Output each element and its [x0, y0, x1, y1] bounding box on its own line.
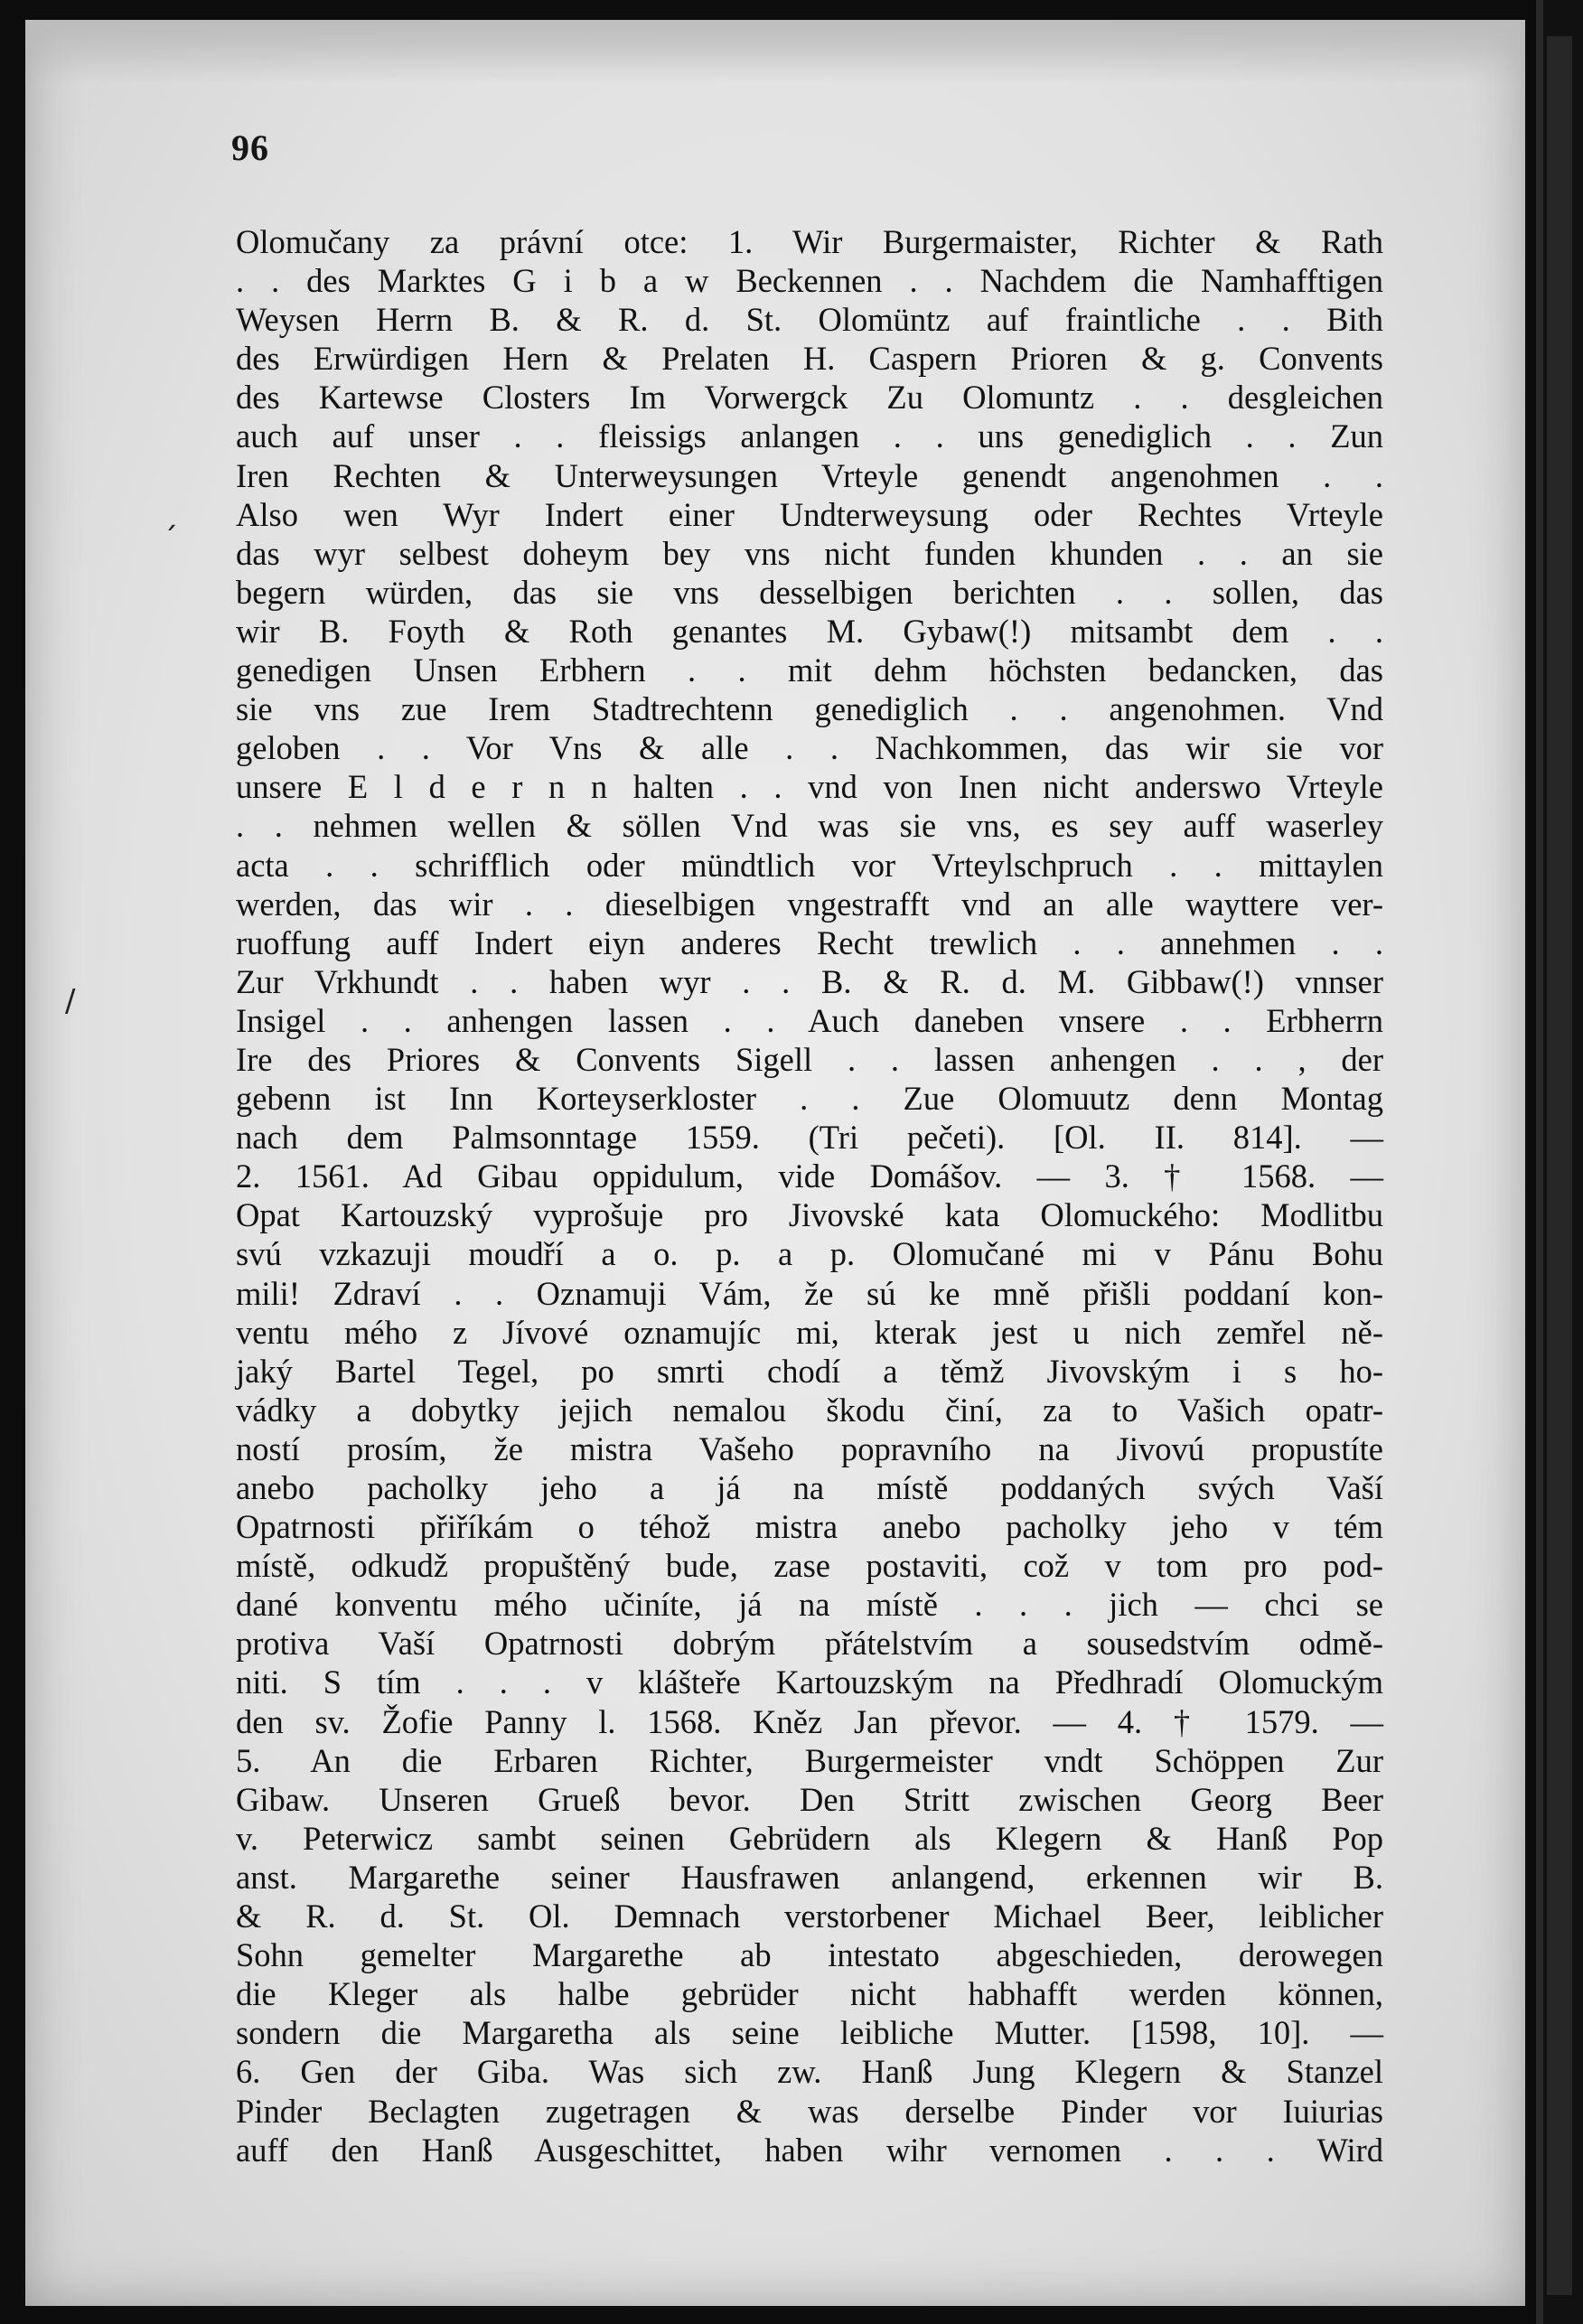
text-line: unsere E l d e r n n halten . . vnd von Inen nicht anderswo Vrteyle — [236, 768, 1383, 806]
body-text — [236, 222, 1383, 2169]
text-line: anebo pacholky jeho a já na místě poddaných svých Vaší — [236, 1469, 1383, 1506]
text-line: geloben . . Vor Vns & alle . . Nachkommen, das wir sie vor — [236, 729, 1383, 767]
text-line: mili! Zdraví . . Oznamuji Vám, že sú ke mně přišli poddaní kon- — [236, 1274, 1383, 1312]
text-line: auff den Hanß Ausgeschittet, haben wihr vernomen . . . Wird — [236, 2131, 1383, 2169]
margin-mark: / — [65, 983, 76, 1019]
text-line: des Erwürdigen Hern & Prelaten H. Caspern Prioren & g. Convents — [236, 340, 1383, 378]
text-line: auch auf unser . . fleissigs anlangen . . uns genediglich . . Zun — [236, 417, 1383, 455]
text-line: gebenn ist Inn Korteyserkloster . . Zue Olomuutz denn Montag — [236, 1080, 1383, 1118]
text-line: den sv. Žofie Panny l. 1568. Kněz Jan převor. — 4. † 1579. — — [236, 1702, 1383, 1740]
text-line: Opat Kartouzský vyprošuje pro Jivovské kata Olomuckého: Modlitbu — [236, 1196, 1383, 1234]
text-line: niti. S tím . . . v klášteře Kartouzským na Předhradí Olomuckým — [236, 1663, 1383, 1701]
text-line: ventu mého z Jívové oznamujíc mi, kterak jest u nich zemřel ně- — [236, 1313, 1383, 1351]
text-line: Also wen Wyr Indert einer Undterweysung oder Rechtes Vrteyle — [236, 495, 1383, 533]
text-line: dané konventu mého učiníte, já na místě . . . jich — chci se — [236, 1586, 1383, 1624]
text-line: v. Peterwicz sambt seinen Gebrüdern als Klegern & Hanß Pop — [236, 1819, 1383, 1857]
text-line: Iren Rechten & Unterweysungen Vrteyle genendt angenohmen . . — [236, 456, 1383, 494]
text-line: die Kleger als halbe gebrüder nicht habhafft werden können, — [236, 1975, 1383, 2013]
text-line: acta . . schrifflich oder mündtlich vor Vrteylschpruch . . mittaylen — [236, 846, 1383, 884]
text-line: werden, das wir . . dieselbigen vngestrafft vnd an alle wayttere ver- — [236, 885, 1383, 923]
text-line: des Kartewse Closters Im Vorwergck Zu Olomuntz . . desgleichen — [236, 379, 1383, 417]
text-line: 6. Gen der Giba. Was sich zw. Hanß Jung Klegern & Stanzel — [236, 2053, 1383, 2091]
text-line: 2. 1561. Ad Gibau oppidulum, vide Domášov. — 3. † 1568. — — [236, 1157, 1383, 1195]
top-edge-shadow — [25, 20, 1525, 83]
text-line: Insigel . . anhengen lassen . . Auch daneben vnsere . . Erbherrn — [236, 1001, 1383, 1039]
text-line: das wyr selbest doheym bey vns nicht funden khunden . . an sie — [236, 534, 1383, 572]
text-line: genedigen Unsen Erbhern . . mit dehm höchsten bedancken, das — [236, 651, 1383, 689]
text-line: Opatrnosti přiříkám o téhož mistra anebo pacholky jeho v tém — [236, 1508, 1383, 1546]
text-line: nach dem Palmsonntage 1559. (Tri pečeti). [Ol. II. 814]. — — [236, 1119, 1383, 1157]
text-line: & R. d. St. Ol. Demnach verstorbener Michael Beer, leiblicher — [236, 1898, 1383, 1935]
text-line: sondern die Margaretha als seine leibliche Mutter. [1598, 10]. — — [236, 2014, 1383, 2052]
text-line: Gibaw. Unseren Grueß bevor. Den Stritt zwischen Georg Beer — [236, 1780, 1383, 1818]
text-line: wir B. Foyth & Roth genantes M. Gybaw(!) mitsambt dem . . — [236, 612, 1383, 650]
text-line: begern würden, das sie vns desselbigen berichten . . sollen, das — [236, 573, 1383, 611]
text-line: jaký Bartel Tegel, po smrti chodí a těmž Jivovským i s ho- — [236, 1352, 1383, 1390]
text-line: 5. An die Erbaren Richter, Burgermeister vndt Schöppen Zur — [236, 1741, 1383, 1779]
text-line: protiva Vaší Opatrnosti dobrým přátelstvím a sousedstvím odmě- — [236, 1625, 1383, 1663]
text-line: Zur Vrkhundt . . haben wyr . . B. & R. d. M. Gibbaw(!) vnnser — [236, 962, 1383, 1000]
text-line: Olomučany za právní otce: 1. Wir Burgermaister, Richter & Rath — [236, 223, 1383, 260]
page-number: 96 — [231, 127, 269, 168]
text-line: svú vzkazuji moudří a o. p. a p. Olomučané mi v Pánu Bohu — [236, 1235, 1383, 1273]
text-line: sie vns zue Irem Stadtrechtenn genediglich . . angenohmen. Vnd — [236, 690, 1383, 728]
text-line: vádky a dobytky jejich nemalou škodu činí, za to Vašich opatr- — [236, 1391, 1383, 1429]
text-line: Ire des Priores & Convents Sigell . . lassen anhengen . . , der — [236, 1040, 1383, 1078]
text-line: Weysen Herrn B. & R. d. St. Olomüntz auf fraintliche . . Bith — [236, 301, 1383, 339]
margin-mark: ˏ — [163, 495, 178, 531]
text-line: místě, odkudž propuštěný bude, zase postaviti, což v tom pro pod- — [236, 1547, 1383, 1585]
next-page-edge — [1547, 36, 1572, 2295]
text-line: . . nehmen wellen & söllen Vnd was sie vns, es sey auff waserley — [236, 807, 1383, 845]
text-line: Sohn gemelter Margarethe ab intestato abgeschieden, derowegen — [236, 1936, 1383, 1974]
text-line: anst. Margarethe seiner Hausfrawen anlangend, erkennen wir B. — [236, 1858, 1383, 1896]
text-line: ností prosím, že mistra Vašeho popravního na Jivovú propustíte — [236, 1429, 1383, 1467]
text-line: Pinder Beclagten zugetragen & was derselbe Pinder vor Iuiurias — [236, 2092, 1383, 2130]
text-line: . . des Marktes G i b a w Beckennen . . Nachdem die Namhafftigen — [236, 262, 1383, 300]
text-line: ruoffung auff Indert eiyn anderes Recht trewlich . . annehmen . . — [236, 923, 1383, 961]
